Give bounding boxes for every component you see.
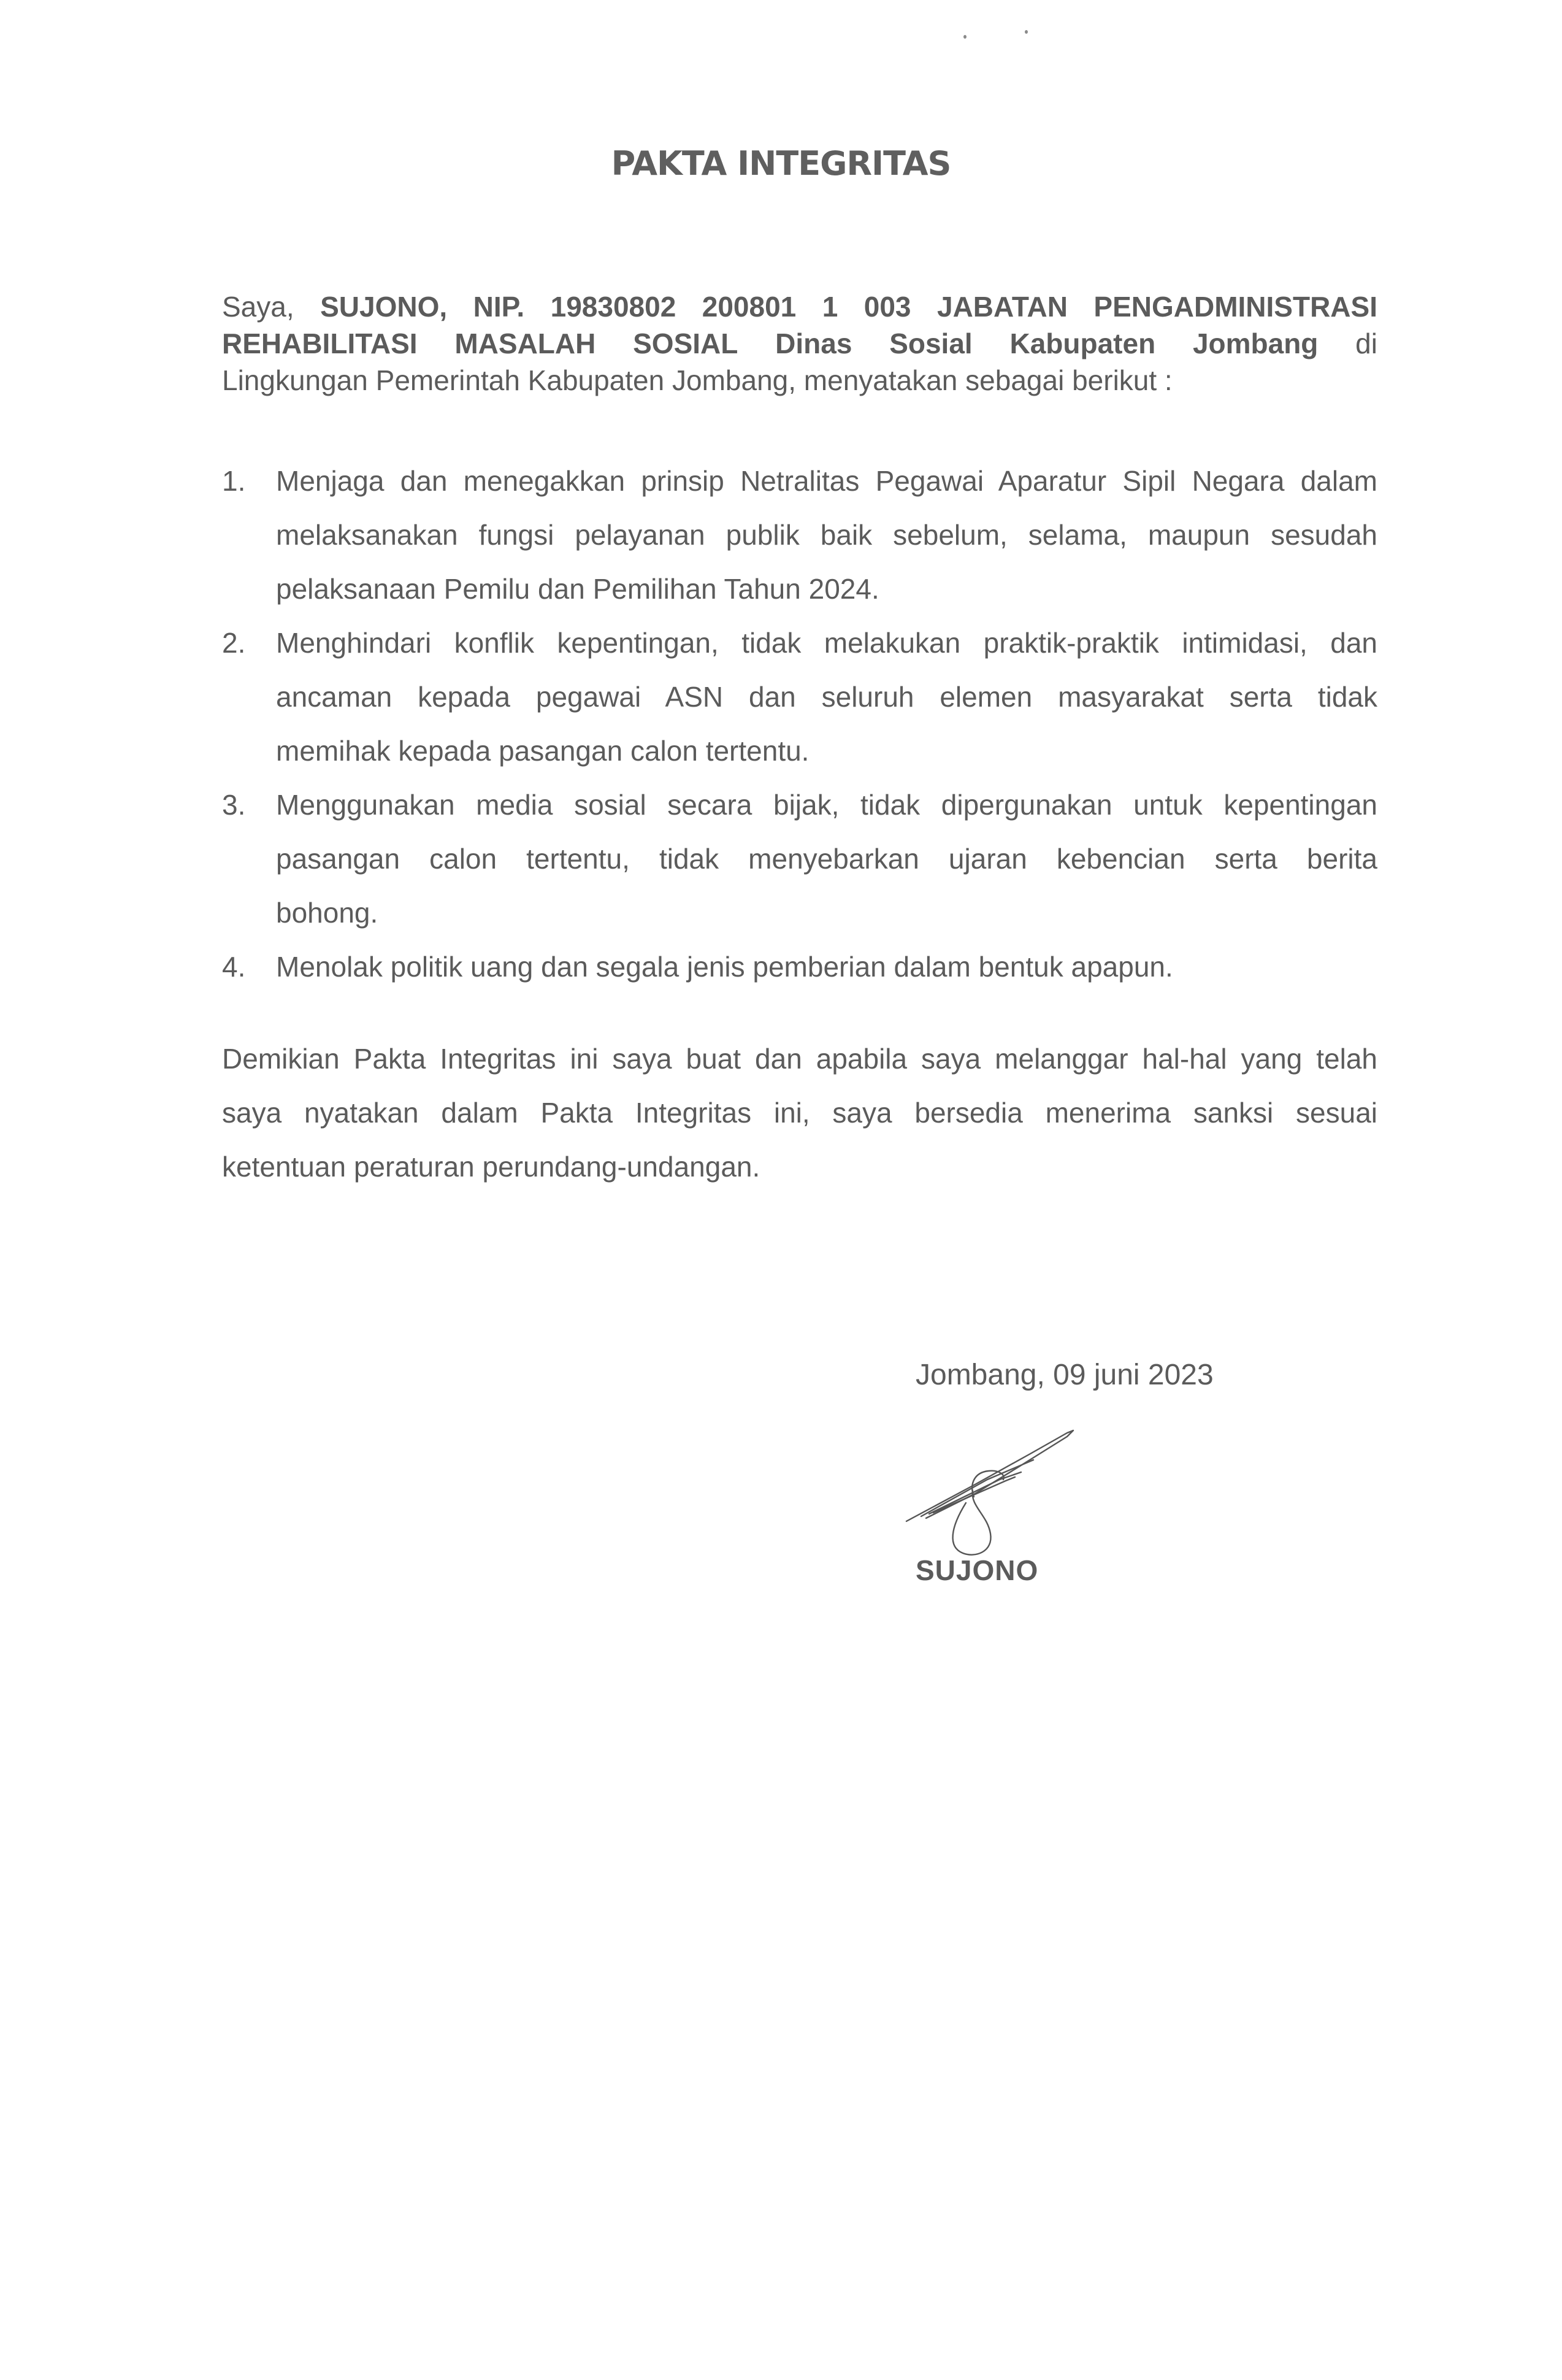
intro-line-2 — [222, 325, 1377, 362]
list-item-line: bohong. — [276, 897, 378, 929]
handwritten-signature — [883, 1411, 1141, 1564]
list-item-number: 4. — [222, 951, 246, 983]
signer-name: SUJONO — [916, 1554, 1039, 1586]
list-item-line: memihak kepada pasangan calon tertentu. — [276, 735, 810, 767]
list-item-number: 2. — [222, 627, 246, 659]
scan-speck — [1025, 30, 1028, 34]
statement-list — [222, 454, 1377, 994]
list-item-line: ancaman kepada pegawai ASN dan seluruh elemen masyarakat serta tidak — [276, 681, 1377, 713]
list-item-number: 1. — [222, 465, 246, 497]
place-date: Jombang, 09 juni 2023 — [916, 1359, 1214, 1391]
closing-line: ketentuan peraturan perundang-undangan. — [222, 1151, 760, 1183]
intro-agency: Dinas Sosial Kabupaten Jombang — [775, 328, 1319, 359]
document-title: PAKTA INTEGRITAS — [611, 144, 951, 183]
list-item-line: Menghindari konflik kepentingan, tidak melakukan praktik-praktik intimidasi, dan — [276, 627, 1377, 659]
closing-line: saya nyatakan dalam Pakta Integritas ini, saya bersedia menerima sanksi sesuai — [222, 1097, 1377, 1129]
closing-line: Demikian Pakta Integritas ini saya buat dan apabila saya melanggar hal-hal yang telah — [222, 1043, 1377, 1075]
list-item-line: pasangan calon tertentu, tidak menyebarkan ujaran kebencian serta berita — [276, 843, 1377, 875]
intro-line-3: Lingkungan Pemerintah Kabupaten Jombang, menyatakan sebagai berikut : — [222, 364, 1173, 396]
scan-speck — [963, 35, 967, 39]
intro-paragraph — [222, 288, 1377, 399]
list-item — [222, 454, 1377, 616]
list-item-line: Menolak politik uang dan segala jenis pemberian dalam bentuk apapun. — [276, 951, 1173, 983]
intro-position: REHABILITASI MASALAH SOSIAL — [222, 328, 738, 359]
intro-agency-suffix: di — [1318, 328, 1377, 359]
list-item-line: Menggunakan media sosial secara bijak, tidak dipergunakan untuk kepentingan — [276, 789, 1377, 821]
intro-line-1 — [222, 288, 1377, 325]
list-item — [222, 616, 1377, 778]
list-item-line: melaksanakan fungsi pelayanan publik baik sebelum, selama, maupun sesudah — [276, 519, 1377, 551]
list-item-line: pelaksanaan Pemilu dan Pemilihan Tahun 2024. — [276, 573, 879, 605]
list-item-line: Menjaga dan menegakkan prinsip Netralitas Pegawai Aparatur Sipil Negara dalam — [276, 465, 1377, 497]
list-item — [222, 940, 1377, 994]
list-item — [222, 778, 1377, 940]
closing-paragraph — [222, 1032, 1377, 1194]
list-item-number: 3. — [222, 789, 246, 821]
intro-prefix: Saya, — [222, 291, 321, 323]
intro-name-nip: SUJONO, NIP. 19830802 200801 1 003 JABATAN PENGADMINISTRASI — [320, 291, 1377, 323]
